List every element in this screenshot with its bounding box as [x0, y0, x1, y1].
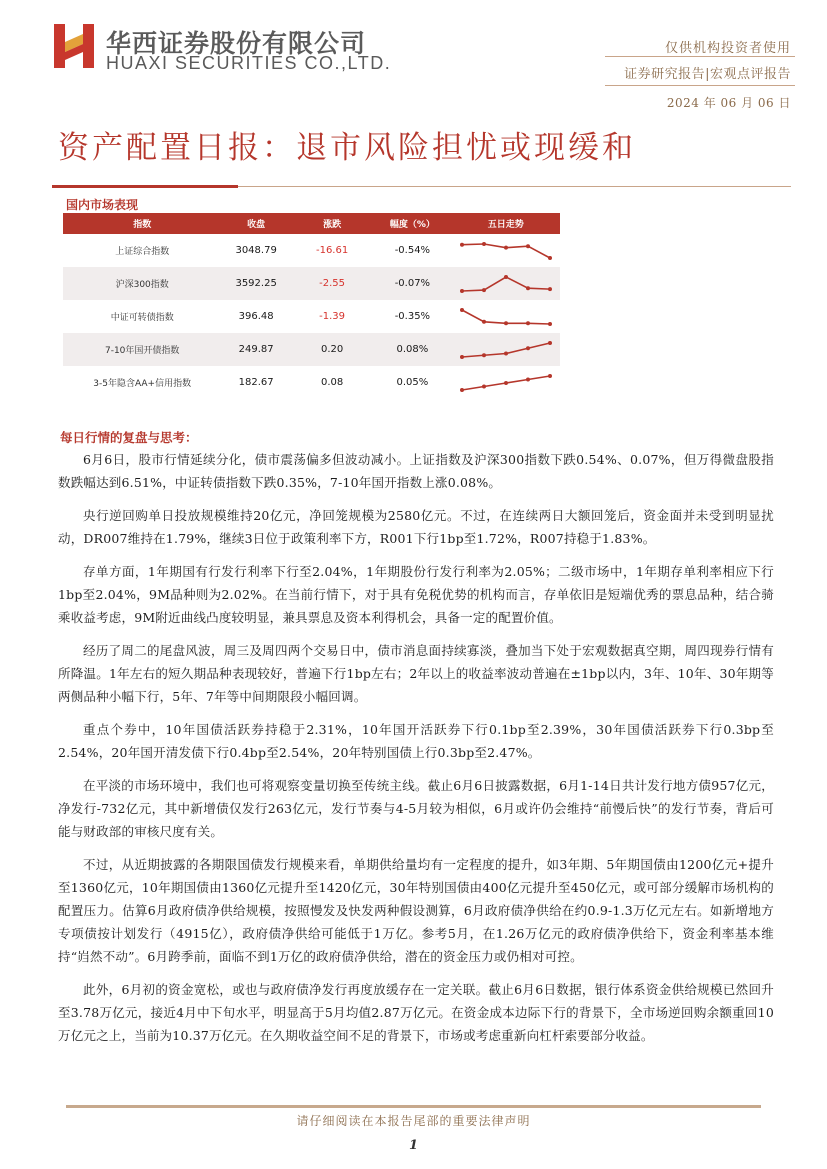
index-name: 沪深300指数 — [63, 267, 221, 300]
title-rule-accent — [52, 185, 238, 188]
sparkline-point — [526, 346, 530, 350]
sparkline-point — [548, 287, 552, 291]
col-header-trend: 五日走势 — [451, 213, 560, 234]
paragraph: 6月6日，股市行情延续分化，债市震荡偏多但波动减小。上证指数及沪深300指数下跌0.54%、0.07%，但万得微盘股指数跌幅达到6.51%，中证转债指数下跌0.35%，7-10年国开指数上涨0.08%。 — [58, 452, 774, 490]
index-change: -1.39 — [319, 311, 346, 322]
trend-sparkline — [451, 333, 560, 366]
paragraph: 在平淡的市场环境中，我们也可将观察变量切换至传统主线。截止6月6日披露数据，6月1-14日共计发行地方债957亿元，净发行-732亿元，其中新增债仅发行263亿元，发行节奏与4-5月较为相似，6月或许仍会维持“前慢后快”的发行节奏，背后可能与财政部的审核尺度有关。 — [58, 778, 774, 839]
sparkline-svg — [458, 339, 554, 361]
col-header-close: 收盘 — [221, 213, 290, 234]
sparkline-line — [462, 277, 550, 291]
sparkline-point — [504, 275, 508, 279]
trend-sparkline — [451, 300, 560, 333]
sparkline-point — [460, 289, 464, 293]
sparkline-point — [526, 377, 530, 381]
report-title: 资产配置日报：退市风险担忧或现缓和 — [58, 130, 636, 166]
table-row — [63, 366, 560, 399]
header-divider — [605, 56, 795, 57]
sparkline-svg — [458, 273, 554, 295]
trend-sparkline — [451, 366, 560, 399]
sparkline-point — [526, 321, 530, 325]
index-close: 249.87 — [221, 333, 290, 366]
index-pct: -0.07% — [373, 267, 451, 300]
index-name: 中证可转债指数 — [110, 313, 174, 323]
index-pct: 0.05% — [396, 377, 429, 388]
table-row — [63, 300, 560, 333]
page-number: 1 — [408, 1138, 419, 1153]
col-header-pct: 幅度（%） — [373, 213, 451, 234]
sparkline-point — [460, 355, 464, 359]
trend-sparkline — [451, 234, 560, 267]
col-header-change: 涨跌 — [291, 213, 373, 234]
sparkline-point — [460, 308, 464, 312]
index-change: -2.55 — [291, 267, 373, 300]
sparkline-svg — [458, 240, 554, 262]
index-change: -16.61 — [315, 245, 349, 256]
report-date: 2024 年 06 月 06 日 — [666, 96, 791, 110]
index-name: 7-10年国开债指数 — [63, 333, 221, 366]
company-logo-icon — [52, 22, 96, 70]
index-name: 3-5年隐含AA+信用指数 — [93, 379, 192, 389]
market-table-header — [63, 213, 560, 234]
trend-sparkline — [451, 267, 560, 300]
paragraph: 此外，6月初的资金宽松，或也与政府债净发行再度放缓存在一定关联。截止6月6日数据，银行体系资金供给规模已然回升至3.78万亿元，接近4月中下旬水平，明显高于5月均值2.87万亿元。在资金成本边际下行的背景下，全市场逆回购余额重回10万亿元之上，当前为10.37万亿元。在久期收益空间不足的背景下，市场或考虑重新向杠杆索要部分收益。 — [58, 982, 774, 1043]
sparkline-point — [548, 256, 552, 260]
sparkline-point — [482, 319, 486, 323]
report-type: 证券研究报告|宏观点评报告 — [624, 67, 791, 82]
index-change: 0.08 — [320, 377, 344, 388]
sparkline-point — [526, 244, 530, 248]
table-row — [63, 267, 560, 300]
sparkline-point — [460, 242, 464, 246]
paragraph: 经历了周二的尾盘风波，周三及周四两个交易日中，债市消息面持续寡淡，叠加当下处于宏观数据真空期，周四现券行情有所降温。1年左右的短久期品种表现较好，普遍下行1bp左右；2年以上的收益率波动普遍在±1bp以内，3年、10年、30年期等两侧品种小幅下行，5年、7年等中间期限段小幅回调。 — [58, 643, 774, 704]
table-row — [63, 234, 560, 267]
index-pct: -0.54% — [394, 245, 431, 256]
legal-note: 请仔细阅读在本报告尾部的重要法律声明 — [296, 1114, 531, 1128]
market-section-label: 国内市场表现 — [66, 198, 139, 212]
index-close: 182.67 — [238, 377, 274, 388]
company-name-cn: 华西证券股份有限公司 — [106, 29, 367, 58]
footer-rule — [66, 1105, 761, 1108]
paragraph: 不过，从近期披露的各期限国债发行规模来看，单期供给量均有一定程度的提升，如3年期、5年期国债由1200亿元+提升至1360亿元，10年期国债由1360亿元提升至1420亿元，30年特别国债由400亿元提升至450亿元，或可部分缓解市场机构的配置压力。估算6月政府债净供给规模，按照慢发及快发两种假设测算，6月政府债净供给在约0.9-1.3万亿元左右。如新增地方专项债按计划发行（4915亿），政府债净供给可能低于1万亿。参考5月，在1.26万亿元的政府债净供给下，资金利率基本维持“岿然不动”。6月跨季前，面临不到1万亿的政府债净供给，潜在的资金压力或仍相对可控。 — [58, 857, 774, 964]
sparkline-svg — [458, 306, 554, 328]
market-table — [63, 213, 560, 399]
header-divider-lower — [605, 85, 795, 86]
section-title: 每日行情的复盘与思考： — [60, 430, 198, 445]
sparkline-point — [482, 353, 486, 357]
index-close: 3048.79 — [235, 245, 277, 256]
sparkline-point — [504, 381, 508, 385]
sparkline-point — [526, 286, 530, 290]
sparkline-point — [504, 351, 508, 355]
sparkline-point — [504, 321, 508, 325]
sparkline-point — [482, 242, 486, 246]
sparkline-point — [504, 245, 508, 249]
sparkline-svg — [458, 372, 554, 394]
usage-note: 仅供机构投资者使用 — [664, 41, 791, 56]
index-name: 上证综合指数 — [115, 247, 170, 257]
sparkline-point — [548, 341, 552, 345]
paragraph: 存单方面，1年期国有行发行利率下行至2.04%，1年期股份行发行利率为2.05%；二级市场中，1年期存单利率相应下行1bp至2.04%，9M品种则为2.02%。在当前行情下，对于具有免税优势的机构而言，存单依旧是短端优秀的票息品种，结合骑乘收益考虑，9M附近曲线凸度较明显，兼具票息及资本利得机会，具备一定的配置价值。 — [58, 564, 774, 625]
paragraph: 央行逆回购单日投放规模维持20亿元，净回笼规模为2580亿元。不过，在连续两日大额回笼后，资金面并未受到明显扰动，DR007维持在1.79%，继续3日位于政策利率下方，R001下行1bp至1.72%，R007持稳于1.83%。 — [58, 508, 774, 546]
sparkline-point — [548, 322, 552, 326]
sparkline-point — [460, 388, 464, 392]
index-close: 396.48 — [238, 311, 274, 322]
paragraph: 重点个券中，10年国债活跃券持稳于2.31%，10年国开活跃券下行0.1bp至2.39%，30年国债活跃券下行0.3bp至2.54%，20年国开清发债下行0.4bp至2.54%，20年特别国债上行0.3bp至2.47%。 — [58, 722, 774, 760]
index-pct: 0.08% — [373, 333, 451, 366]
title-rule — [238, 186, 791, 187]
report-body — [58, 448, 774, 1057]
col-header-index: 指数 — [63, 213, 221, 234]
index-pct: -0.35% — [394, 311, 431, 322]
index-close: 3592.25 — [221, 267, 290, 300]
sparkline-point — [482, 288, 486, 292]
index-change: 0.20 — [291, 333, 373, 366]
sparkline-point — [482, 384, 486, 388]
table-row — [63, 333, 560, 366]
sparkline-point — [548, 374, 552, 378]
company-name-en: HUAXI SECURITIES CO.,LTD. — [106, 53, 392, 73]
